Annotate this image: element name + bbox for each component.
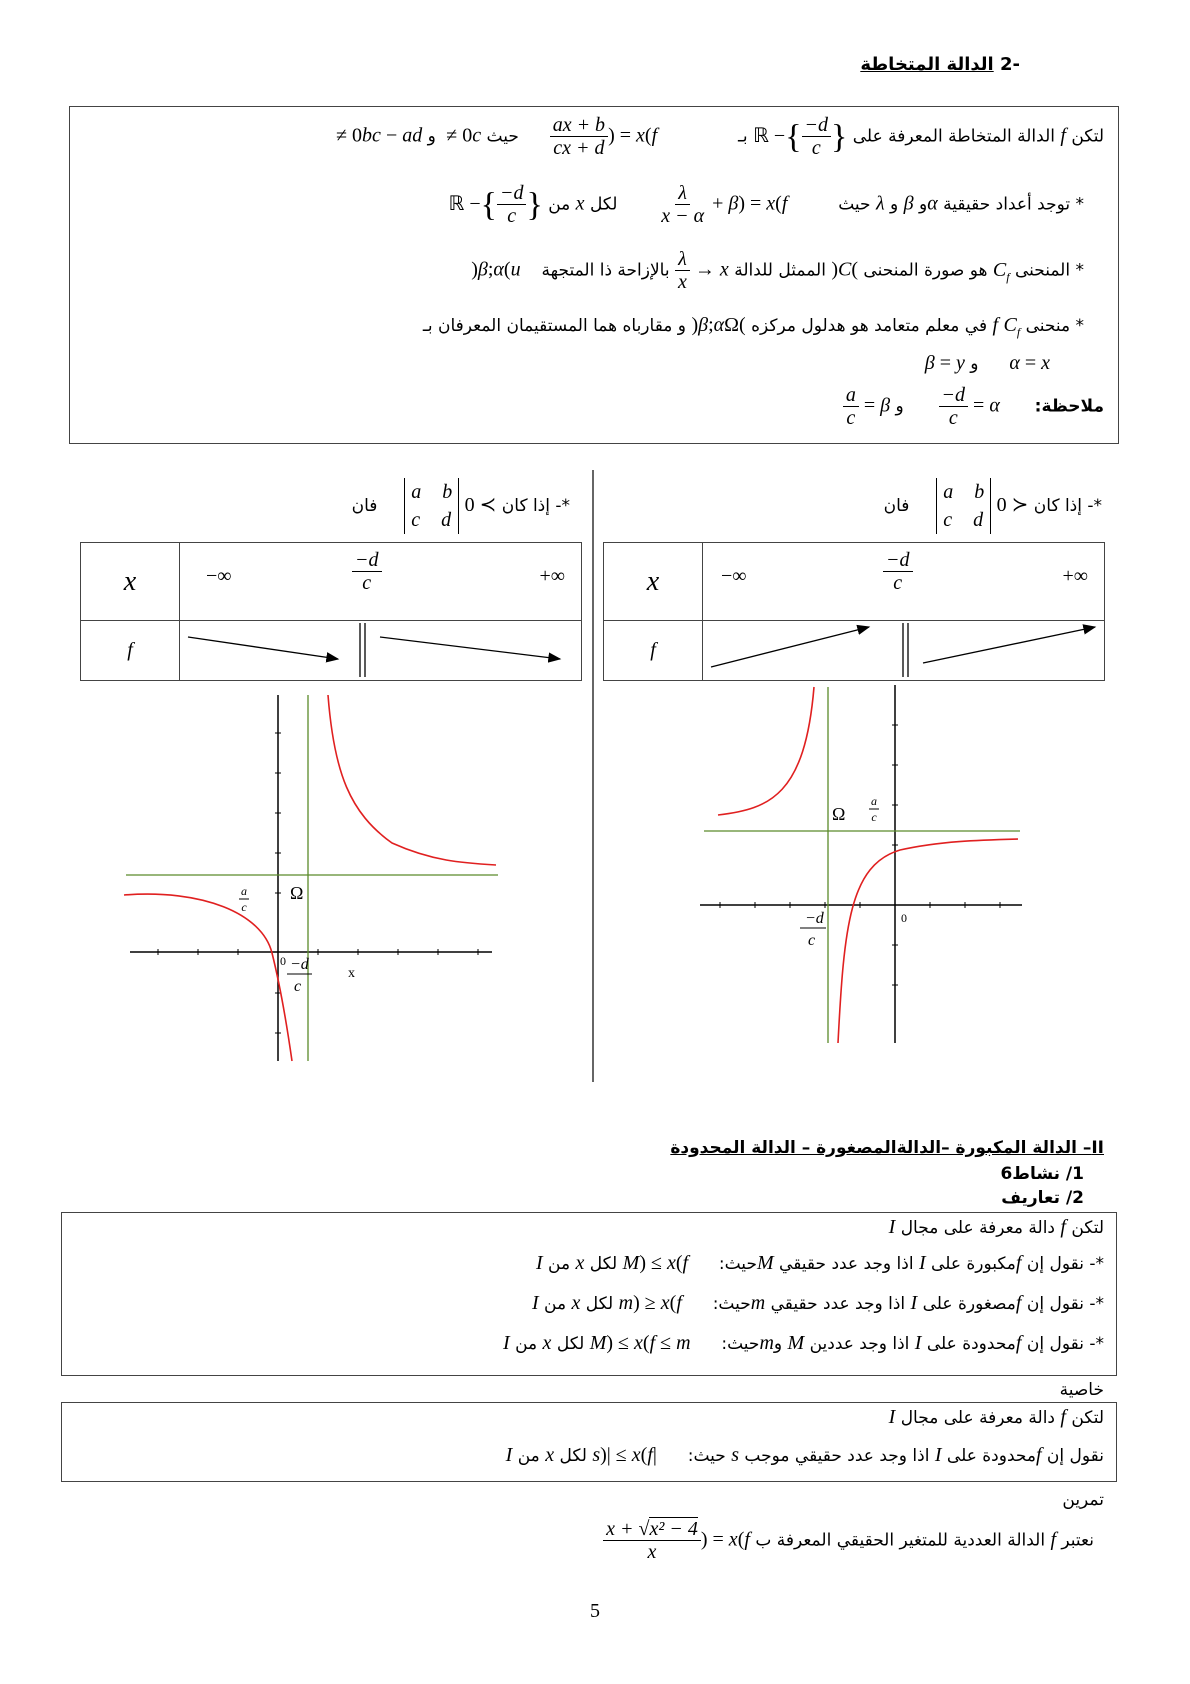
text: و bbox=[919, 194, 928, 215]
text: و bbox=[773, 1334, 783, 1354]
column-divider bbox=[592, 470, 594, 1082]
text: اذا وجد عدد حقيقي bbox=[779, 1254, 914, 1274]
property-label bbox=[1060, 1380, 1104, 1400]
text: من bbox=[548, 1254, 571, 1274]
box1-line3: * المنحنى $C_f$ هو صورة المنحنى (C) الممثل للدالة x → $\frac{\lambda}{x}$ بالإزاحة ذا المتجهة u⃗(α;β) bbox=[471, 248, 1084, 293]
text: من bbox=[548, 194, 571, 215]
fraction-a-c: a bbox=[871, 794, 877, 808]
svg-text:c: c bbox=[294, 978, 302, 995]
text: و bbox=[890, 194, 899, 215]
box1-line2: * توجد أعداد حقيقية αو β و λ حيث f(x) = β + $\frac{\lambda}{x - \alpha}$ لكل x من ℝ −{ $\frac{-d}{c}$ } bbox=[448, 182, 1084, 228]
plus-infinity: +∞ bbox=[1062, 565, 1088, 587]
omega-label: Ω bbox=[832, 804, 846, 824]
x-label: x bbox=[646, 565, 660, 597]
box1-line5: x = α و y = β bbox=[924, 352, 1050, 374]
variation-arrows-decreasing bbox=[180, 621, 580, 679]
text: اذا وجد عدد حقيقي موجب bbox=[744, 1446, 930, 1466]
text: حيث bbox=[486, 126, 519, 147]
text: * منحنى bbox=[1025, 316, 1084, 336]
text: II– الدالة المكبورة –الدالةالمصغورة – الدالة المحدودة bbox=[670, 1138, 1104, 1158]
sub-heading-activity bbox=[1000, 1164, 1084, 1184]
text: من bbox=[515, 1334, 538, 1354]
exercise-line: نعتبر f الدالة العددية للمتغير الحقيقي المعرفة ب f(x) = $\frac{\text{x + √x² − 4}}{x}$ bbox=[603, 1518, 1094, 1563]
text: من bbox=[517, 1446, 540, 1466]
text: *- نقول إن bbox=[1026, 1294, 1104, 1314]
text: لكل bbox=[556, 1334, 585, 1354]
text: حيث bbox=[838, 194, 871, 215]
omega-label: Ω bbox=[290, 883, 304, 903]
origin-label: 0 bbox=[901, 911, 907, 925]
case-positive-label: *- إذا كان 0 ≻ a b c d فان bbox=[884, 478, 1102, 534]
defs-line-majorized: *- نقول إن fمكبورة على I اذا وجد عدد حقيقي Mحيث: f(x) ≤ M لكل x من I bbox=[535, 1252, 1104, 1274]
variation-table-increasing: x −∞ $\frac{-d}{c}$ +∞ f bbox=[603, 542, 1105, 681]
text: تمرين bbox=[1062, 1490, 1104, 1510]
text: مكبورة على bbox=[931, 1254, 1016, 1274]
sub-heading-definitions bbox=[1001, 1188, 1084, 1208]
case-negative-label: *- إذا كان 0 ≺ a b c d فان bbox=[352, 478, 570, 534]
box1-line1: لتكن f الدالة المتخاطة المعرفة على ℝ −{ $\frac{-d}{c}$ } بـ f(x) = $\frac{ax + b}{cx + d}$ حيث c ≠ 0 و ad − bc ≠ 0 bbox=[331, 114, 1104, 160]
text: لكل bbox=[559, 1446, 587, 1466]
minus-infinity: −∞ bbox=[721, 565, 747, 587]
section-number: -2 bbox=[999, 54, 1020, 75]
text: و bbox=[895, 396, 904, 417]
text: 2/ تعاريف bbox=[1001, 1188, 1084, 1208]
text: الدالة العددية للمتغير الحقيقي المعرفة ب bbox=[755, 1530, 1046, 1551]
defs-line-minorized: *- نقول إن fمصغورة على I اذا وجد عدد حقيقي mحيث: f(x) ≥ m لكل x من I bbox=[531, 1292, 1104, 1314]
text: محدودة على bbox=[926, 1334, 1016, 1354]
section-heading bbox=[860, 54, 1020, 75]
text: فان bbox=[351, 496, 378, 516]
text: لتكن bbox=[1071, 1408, 1104, 1428]
defs-line-bounded: *- نقول إن fمحدودة على I اذا وجد عددين M وmحيث: m ≤ f(x) ≤ M لكل x من I bbox=[503, 1332, 1104, 1354]
text: و bbox=[970, 354, 979, 374]
text: مصغورة على bbox=[922, 1294, 1016, 1314]
f-label: f bbox=[650, 639, 656, 661]
section-title: الدالة المتخاطة bbox=[860, 54, 994, 75]
text: نقول إن bbox=[1046, 1446, 1104, 1466]
text: و مقارباه هما المستقيمان المعرفان بـ bbox=[422, 316, 687, 336]
graph-increasing bbox=[700, 685, 1030, 1050]
text: و bbox=[427, 126, 436, 147]
svg-text:c: c bbox=[808, 932, 816, 949]
svg-text:a: a bbox=[241, 884, 247, 898]
property-line0: لتكن f دالة معرفة على مجال I bbox=[888, 1406, 1104, 1428]
property-line1: نقول إن fمحدودة على I اذا وجد عدد حقيقي موجب s حيث: |f(x)| ≤ s لكل x من I bbox=[505, 1444, 1104, 1466]
variation-table-decreasing: x −∞ $\frac{-d}{c}$ +∞ f bbox=[80, 542, 582, 681]
text: *- إذا كان bbox=[1033, 496, 1102, 516]
fraction-minus-d-c: −d bbox=[805, 910, 824, 927]
text: *- نقول إن bbox=[1026, 1254, 1104, 1274]
text: * توجد أعداد حقيقية bbox=[943, 194, 1084, 215]
exercise-label bbox=[1062, 1490, 1104, 1510]
svg-text:c: c bbox=[871, 810, 877, 824]
x-label: x bbox=[123, 565, 137, 597]
svg-text:−d: −d bbox=[290, 956, 309, 973]
graph-decreasing bbox=[122, 693, 502, 1063]
text: الممثل للدالة bbox=[734, 260, 826, 281]
text: نعتبر bbox=[1061, 1530, 1094, 1551]
text: بالإزاحة ذا المتجهة bbox=[541, 260, 670, 281]
text: لتكن bbox=[1071, 126, 1104, 147]
svg-text:c: c bbox=[241, 900, 247, 914]
note-label: ملاحظة: bbox=[1034, 396, 1104, 417]
text: لتكن bbox=[1071, 1218, 1104, 1238]
text: لكل bbox=[589, 1254, 618, 1274]
text: خاصية bbox=[1059, 1380, 1104, 1400]
text: فان bbox=[883, 496, 910, 516]
text: بـ bbox=[737, 126, 748, 147]
text: الدالة المتخاطة المعرفة على bbox=[852, 126, 1055, 147]
page-number: 5 bbox=[590, 1600, 600, 1622]
text: لكل bbox=[585, 1294, 614, 1314]
text: حيث: bbox=[712, 1294, 751, 1314]
text: حيث: bbox=[718, 1254, 757, 1274]
box1-line4: * منحنى $C_f$ f في معلم متعامد هو هدلول مركزه Ω(α;β) و مقارباه هما المستقيمان المعرفان بـ bbox=[422, 314, 1084, 339]
section-II-title bbox=[670, 1138, 1104, 1158]
minus-infinity: −∞ bbox=[206, 565, 232, 587]
plus-infinity: +∞ bbox=[539, 565, 565, 587]
text: من bbox=[544, 1294, 567, 1314]
box1-note: ملاحظة: α = $\frac{-d}{c}$ و β = $\frac{a}{c}$ bbox=[843, 384, 1104, 429]
text: * المنحنى bbox=[1014, 260, 1084, 281]
text: اذا وجد عدد حقيقي bbox=[770, 1294, 906, 1314]
text: لكل bbox=[589, 194, 618, 215]
text: 1/ نشاط6 bbox=[1000, 1164, 1084, 1184]
defs-line0: لتكن f دالة معرفة على مجال I bbox=[888, 1216, 1104, 1238]
text: دالة معرفة على مجال bbox=[900, 1408, 1055, 1428]
variation-arrows-increasing bbox=[703, 621, 1103, 679]
text: دالة معرفة على مجال bbox=[900, 1218, 1055, 1238]
text: حيث: bbox=[687, 1446, 726, 1466]
text: *- نقول إن bbox=[1026, 1334, 1104, 1354]
text: محدودة على bbox=[946, 1446, 1036, 1466]
origin-label: 0 bbox=[280, 954, 286, 968]
x-axis-label: x bbox=[348, 966, 355, 981]
text: حيث: bbox=[721, 1334, 760, 1354]
text: في معلم متعامد هو هدلول مركزه bbox=[751, 316, 988, 336]
text: اذا وجد عددين bbox=[809, 1334, 910, 1354]
text: هو صورة المنحنى bbox=[863, 260, 988, 281]
text: *- إذا كان bbox=[501, 496, 570, 516]
f-label: f bbox=[127, 639, 133, 661]
